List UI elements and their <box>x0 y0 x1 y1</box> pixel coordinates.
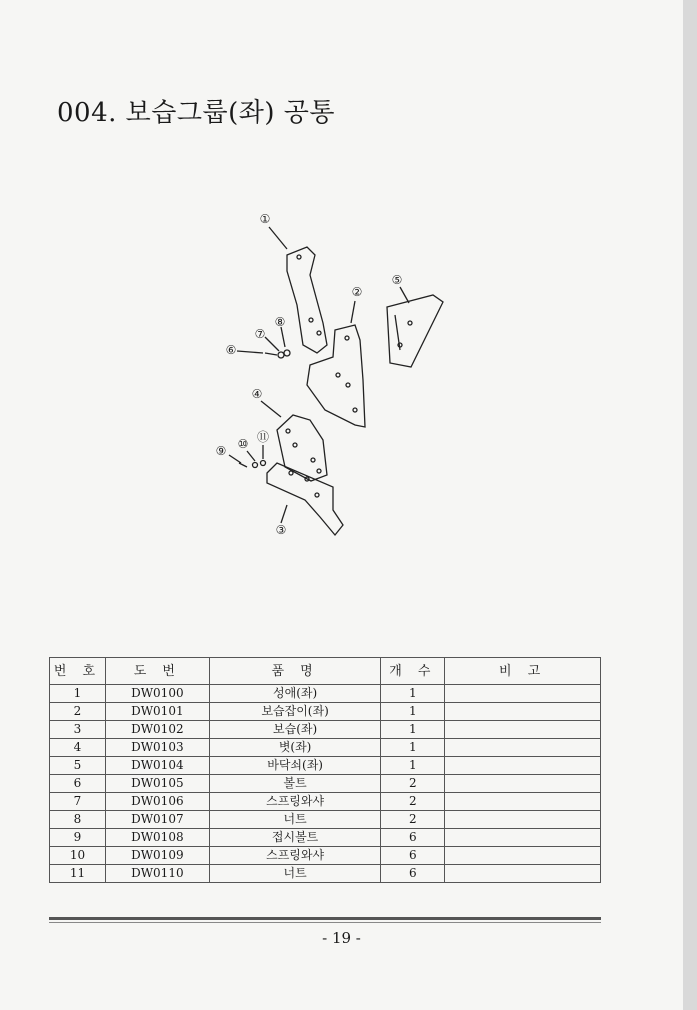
cell-note <box>445 721 601 739</box>
table-row <box>50 793 601 811</box>
cell-note <box>445 865 601 883</box>
cell-note <box>445 829 601 847</box>
cell-note <box>445 757 601 775</box>
cell-code: DW0101 <box>105 703 209 721</box>
cell-no: 10 <box>50 847 106 865</box>
callout-3: ③ <box>275 523 287 537</box>
table-row <box>50 721 601 739</box>
callout-8: ⑧ <box>274 315 286 329</box>
callout-6: ⑥ <box>225 343 237 357</box>
cell-qty: 2 <box>381 775 445 793</box>
table-row <box>50 685 601 703</box>
cell-note <box>445 847 601 865</box>
header-no: 번 호 <box>50 658 106 685</box>
cell-name: 접시볼트 <box>209 829 381 847</box>
callout-4: ④ <box>251 387 263 401</box>
table-row <box>50 757 601 775</box>
cell-note <box>445 811 601 829</box>
cell-note <box>445 793 601 811</box>
cell-no: 2 <box>50 703 106 721</box>
cell-code: DW0102 <box>105 721 209 739</box>
cell-no: 9 <box>50 829 106 847</box>
cell-no: 4 <box>50 739 106 757</box>
header-name: 품 명 <box>209 658 381 685</box>
cell-qty: 6 <box>381 847 445 865</box>
cell-code: DW0105 <box>105 775 209 793</box>
table-row <box>50 775 601 793</box>
cell-no: 5 <box>50 757 106 775</box>
table-row <box>50 829 601 847</box>
cell-qty: 1 <box>381 739 445 757</box>
part-1-beam <box>287 247 327 353</box>
cell-name: 볼트 <box>209 775 381 793</box>
cell-no: 7 <box>50 793 106 811</box>
table-row <box>50 703 601 721</box>
footer-rule-thick <box>49 917 601 920</box>
cell-code: DW0100 <box>105 685 209 703</box>
callout-7: ⑦ <box>254 327 266 341</box>
cell-qty: 1 <box>381 757 445 775</box>
cell-name: 보습잡이(좌) <box>209 703 381 721</box>
footer-rule-thin <box>49 922 601 923</box>
part-4-moldboard <box>277 415 327 481</box>
cell-note <box>445 685 601 703</box>
header-note: 비 고 <box>445 658 601 685</box>
cell-no: 3 <box>50 721 106 739</box>
cell-name: 스프링와샤 <box>209 847 381 865</box>
cell-qty: 2 <box>381 811 445 829</box>
cell-code: DW0103 <box>105 739 209 757</box>
header-code: 도 번 <box>105 658 209 685</box>
cell-no: 1 <box>50 685 106 703</box>
cell-no: 6 <box>50 775 106 793</box>
page-number: - 19 - <box>322 929 361 947</box>
cell-qty: 1 <box>381 703 445 721</box>
page-title: 004. 보습그룹(좌) 공통 <box>57 98 336 128</box>
table-header-row <box>50 658 601 685</box>
table-row <box>50 811 601 829</box>
cell-code: DW0109 <box>105 847 209 865</box>
cell-name: 볏(좌) <box>209 739 381 757</box>
cell-name: 바닥쇠(좌) <box>209 757 381 775</box>
cell-name: 보습(좌) <box>209 721 381 739</box>
callout-10: ⑩ <box>237 437 249 451</box>
parts-table <box>49 657 601 883</box>
callout-1: ① <box>259 212 271 226</box>
table-row <box>50 847 601 865</box>
cell-qty: 1 <box>381 685 445 703</box>
callout-9: ⑨ <box>215 444 227 458</box>
cell-note <box>445 775 601 793</box>
cell-name: 너트 <box>209 865 381 883</box>
part-5-bar <box>387 295 443 367</box>
callout-11: ⑪ <box>256 430 270 444</box>
cell-qty: 2 <box>381 793 445 811</box>
header-qty: 개 수 <box>381 658 445 685</box>
callout-5: ⑤ <box>391 273 403 287</box>
cell-name: 성애(좌) <box>209 685 381 703</box>
cell-note <box>445 703 601 721</box>
cell-name: 너트 <box>209 811 381 829</box>
cell-code: DW0104 <box>105 757 209 775</box>
callout-2: ② <box>351 285 363 299</box>
cell-name: 스프링와샤 <box>209 793 381 811</box>
exploded-parts-diagram <box>215 205 455 545</box>
cell-qty: 6 <box>381 829 445 847</box>
cell-qty: 1 <box>381 721 445 739</box>
cell-code: DW0108 <box>105 829 209 847</box>
cell-code: DW0110 <box>105 865 209 883</box>
table-row <box>50 739 601 757</box>
cell-note <box>445 739 601 757</box>
cell-qty: 6 <box>381 865 445 883</box>
table-row <box>50 865 601 883</box>
cell-code: DW0107 <box>105 811 209 829</box>
cell-no: 8 <box>50 811 106 829</box>
cell-no: 11 <box>50 865 106 883</box>
page-edge <box>683 0 697 1010</box>
cell-code: DW0106 <box>105 793 209 811</box>
